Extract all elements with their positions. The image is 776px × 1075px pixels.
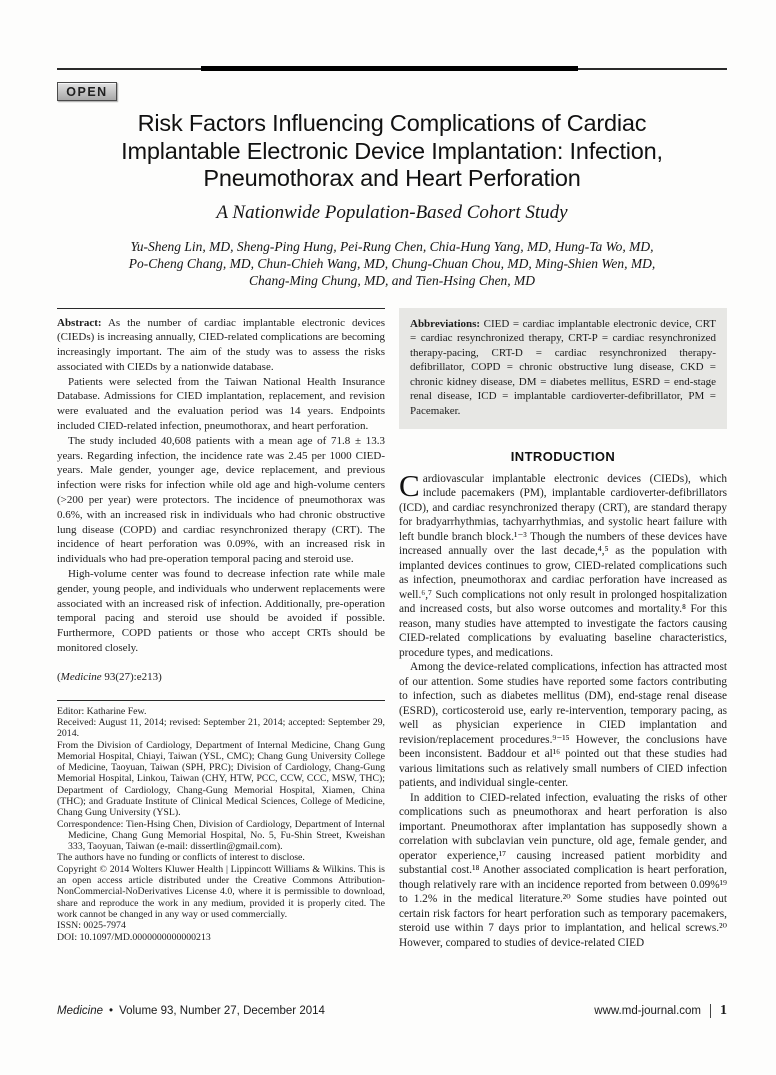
abstract-section [57,316,385,685]
page-number: 1 [720,1003,727,1018]
header-rule [57,66,727,71]
author-line: Chang-Ming Chung, MD, and Tien-Hsing Chen, MD [248,272,536,288]
footnote-doi: DOI: 10.1097/MD.0000000000000213 [57,931,211,943]
abstract-label: Abstract: [57,316,102,329]
footnote-correspondence: Correspondence: Tien-Hsing Chen, Division of Cardiology, Department of Internal Medicine, Chang Gung Memorial Hospital, No. 5, Fu-Shin Street, Kweishan 333, Taoyuan, Taiwan (e-mail: dissertlin@gmail.com). [57,818,385,853]
left-column [57,308,385,951]
footnotes-section [57,706,385,943]
abbreviations-text: CIED = cardiac implantable electronic device, CRT = cardiac resynchronized therapy, CRT-P = cardiac resynchronized therapy-pacing, CRT-D = cardiac resynchronized therapy-defibrillator, COPD = chronic obstructive lung disease, CKD = chronic kidney disease, DM = diabetes mellitus, ESRD = end-stage renal disease, ICD = implantable cardioverter-defibrillator, PM = Pacemaker. [410,317,716,418]
introduction-section [399,467,727,951]
article-subtitle: A Nationwide Population-Based Cohort Study [216,201,568,223]
article-title [57,110,727,193]
abstract-paragraph: Patients were selected from the Taiwan National Health Insurance Database. Admissions for CIED implantation, replacement, and revision were evaluated and the evaluation period was 14 years. Endpoints included CIED-related infection, pneumothorax, and heart perforation. [57,375,385,433]
footnotes-rule [57,700,385,701]
footnote-issn: ISSN: 0025-7974 [57,920,126,932]
footnote-received: Received: August 11, 2014; revised: September 21, 2014; accepted: September 29, 2014. [57,716,385,740]
right-column [399,308,727,951]
article-title-line: Pneumothorax and Heart Perforation [203,165,581,191]
journal-citation [57,670,385,685]
author-list [57,238,727,289]
footer-issue [57,1005,325,1017]
author-line: Po-Cheng Chang, MD, Chun-Chieh Wang, MD, Chung-Chuan Chou, MD, Ming-Shien Wen, MD, [128,255,656,271]
introduction-text: ardiovascular implantable electronic devices (CIEDs), which include pacemakers (PM), implantable cardioverter-defibrillators (ICD), and cardiac resynchronized therapy (CRT), are standard therapy for bradyarrhythmias, tachyarrhythmias, and systolic heart failure with left bundle branch block.¹⁻³ Though the numbers of these devices have increased annually over the last decade,⁴,⁵ as the population with implanted devices continues to grow, CIED-related complications such as infection, pneumothorax and cardiac perforation have increased as well.⁶,⁷ Such complications not only result in prolonged hospitalization and increased costs, but also worse outcomes and mortality.⁸ For this reason, many studies have attempted to investigate the factors causing CIED-related complications by evaluating baseline characteristics, procedure types, and medications. [399,472,727,659]
introduction-paragraph: In addition to CIED-related infection, evaluating the risks of other complications such as pneumothorax and heart perforation is also important. Pneumothorax after implantation has supposedly shown a correlation with subclavian vein puncture, old age, female gender, and operator experience,¹⁷ causing increased patient morbidity and substantial cost.¹⁸ Another associated complication is heart perforation, though relatively rare with an incidence reported from between 0.09%¹⁹ to 1.2% in the medical literature.²⁰ Some studies have pointed out certain risk factors for heart perforation such as temporary pacemakers, steroid use within 7 days prior to implantation, and helical screws.²⁰ However, compared to studies of device-related CIED [399,791,727,949]
article-title-line: Risk Factors Influencing Complications of Cardiac [137,110,647,136]
abstract-paragraph: High-volume center was found to decrease infection rate while male gender, young people, and individuals who underwent replacements were associated with an increased risk of infection. Additionally, pre-operation temporal pacing and steroid use should be avoided if possible. Furthermore, COPD patients or those who accept CRTs should be monitored closely. [57,568,385,655]
footer-divider [710,1004,711,1018]
footer-issue-info: Volume 93, Number 27, December 2014 [119,1005,325,1017]
footer-right [594,1003,727,1019]
citation-open: ( [57,670,61,683]
website-link[interactable]: www.md-journal.com [594,1005,701,1017]
abbreviations-box [399,308,727,429]
abstract-top-rule [57,308,385,309]
introduction-paragraph: Among the device-related complications, infection has attracted most of our attention. Some studies have reported some factors contributing to infection, such as diabetes mellitus (DM), end-stage renal disease (ESRD), corticosteroid use, early re-intervention, temporary pacing, as well as physician experience in CIED implantation and revision/replacement procedures.⁹⁻¹⁵ However, the conclusions have been inconsistent. Baddour et al¹⁶ pointed out that these studies had various limitations such as relatively small numbers of CIED infection patients, and individual single-center. [399,661,727,790]
abstract-paragraph [57,316,385,375]
article-title-line: Implantable Electronic Device Implantation: Infection, [121,137,663,164]
introduction-paragraph [399,467,727,661]
citation-detail: 93(27):e213) [101,670,162,683]
body-columns [57,308,727,951]
page-footer [57,1003,727,1019]
abstract-text: As the number of cardiac implantable electronic devices (CIEDs) is increasing annually, CIED-related complications are becoming increasingly important. The aim of the study was to assess the risks associated with CIEDs by a nationwide database. [57,316,385,373]
open-access-badge[interactable]: OPEN [57,82,117,101]
footnote-editor: Editor: Katharine Few. [57,705,147,717]
drop-cap: C [399,467,420,503]
introduction-heading: INTRODUCTION [510,448,616,464]
author-line: Yu-Sheng Lin, MD, Sheng-Ping Hung, Pei-Rung Chen, Chia-Hung Yang, MD, Hung-Ta Wo, MD, [130,238,654,254]
footnote-copyright: Copyright © 2014 Wolters Kluwer Health | Lippincott Williams & Wilkins. This is an open access article distributed under the Creative Commons Attribution-NonCommercial-NoDerivatives License 4.0, where it is permissible to download, share and reproduce the work in any medium, provided it is properly cited. The work cannot be changed in any way or used commercially. [57,863,385,920]
footer-bullet: • [109,1005,114,1017]
abstract-paragraph: The study included 40,608 patients with a mean age of 71.8 ± 13.3 years. Regarding infection, the incidence rate was 2.45 per 1000 CIED-years. Male gender, younger age, device replacement, and previous infection were risks for infection while old age and high-volume centers (>200 per year) were protectors. The incidence of pneumothorax was 0.6%, with an increased risk in individuals who had chronic obstructive lung disease (COPD) and cardiac resynchronized therapy (CRT). The incidence of heart perforation was 0.09%, with an increased risk in individuals who had pre-operation temporal pacing and steroid use. [57,434,385,566]
footnote-disclosure: The authors have no funding or conflicts of interest to disclose. [57,852,305,864]
footer-journal-name: Medicine [57,1005,104,1017]
header-rule-thick [201,66,578,71]
footnote-affiliations: From the Division of Cardiology, Department of Internal Medicine, Chang Gung Memorial Hospital, Chiayi, Taiwan (YSL, CMC); Chang Gung University College of Medicine, Taoyuan, Taiwan (SPH, PRC); Division of Cardiology, Chang-Gung Memorial Hospital, Linkou, Taiwan (CHY, HTW, PCC, CCW, CCC, MSW, THC); Department of Cardiology, Chang-Gung Memorial Hospital, Xiamen, China (THC); and Graduate Institute of Clinical Medical Sciences, College of Medicine, Chang Gung University (YSL). [57,739,385,819]
citation-journal-name: Medicine [60,670,102,683]
abbreviations-label: Abbreviations: [410,317,481,330]
